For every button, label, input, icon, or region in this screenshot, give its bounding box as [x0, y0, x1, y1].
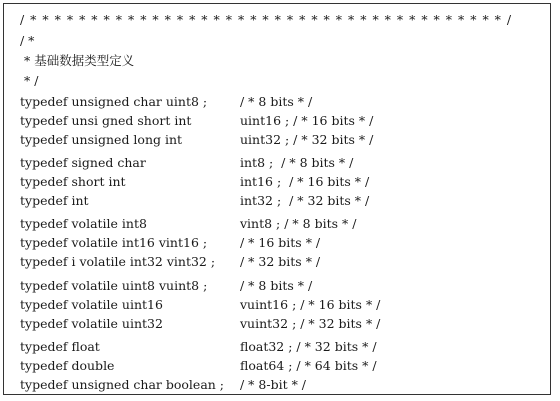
- comment-text: * 基础数据类型定义: [20, 53, 135, 68]
- typedef-decl: typedef volatile uint16: [20, 297, 163, 312]
- code-line: [20, 377, 307, 392]
- code-line: [20, 278, 313, 293]
- typedef-comment: float32 ; / * 32 bits * /: [240, 339, 377, 354]
- typedef-decl: typedef unsigned long int: [20, 132, 183, 147]
- typedef-comment: int32 ; / * 32 bits * /: [240, 193, 370, 208]
- typedef-comment: / * 32 bits * /: [240, 254, 321, 269]
- typedef-comment: float64 ; / * 64 bits * /: [240, 358, 377, 373]
- typedef-decl: typedef float: [20, 339, 100, 354]
- code-line: [20, 216, 357, 231]
- code-line: [20, 113, 374, 128]
- code-line: [20, 254, 321, 269]
- typedef-decl: typedef short int: [20, 174, 126, 189]
- typedef-decl: typedef signed char: [20, 155, 146, 170]
- typedef-comment: / * 16 bits * /: [240, 235, 321, 250]
- code-line: [20, 235, 321, 250]
- code-line: [20, 339, 377, 354]
- code-line: [20, 155, 354, 170]
- typedef-decl: typedef volatile int16 vint16 ;: [20, 235, 208, 250]
- typedef-decl: typedef unsi gned short int: [20, 113, 192, 128]
- typedef-decl: typedef volatile uint8 vuint8 ;: [20, 278, 208, 293]
- typedef-comment: vuint16 ; / * 16 bits * /: [240, 297, 381, 312]
- code-line: [20, 132, 374, 147]
- code-listing-frame: [3, 3, 551, 395]
- code-line: [20, 316, 381, 331]
- code-line: [20, 94, 313, 109]
- typedef-decl: typedef double: [20, 358, 115, 373]
- typedef-decl: typedef int: [20, 193, 89, 208]
- code-line: [20, 193, 370, 208]
- typedef-comment: int8 ; / * 8 bits * /: [240, 155, 354, 170]
- comment-close: * /: [20, 73, 39, 88]
- typedef-comment: / * 8 bits * /: [240, 278, 313, 293]
- typedef-decl: typedef unsigned char uint8 ;: [20, 94, 208, 109]
- typedef-decl: typedef i volatile int32 vint32 ;: [20, 254, 216, 269]
- typedef-comment: uint32 ; / * 32 bits * /: [240, 132, 374, 147]
- code-line: [20, 174, 370, 189]
- code-line: [20, 297, 381, 312]
- typedef-comment: vuint32 ; / * 32 bits * /: [240, 316, 381, 331]
- typedef-comment: int16 ; / * 16 bits * /: [240, 174, 370, 189]
- code-line: [20, 358, 377, 373]
- typedef-comment: vint8 ; / * 8 bits * /: [240, 216, 357, 231]
- comment-banner: / * * * * * * * * * * * * * * * * * * * * * * * * * * * * * * * * * * * * * * * /: [20, 12, 513, 27]
- typedef-decl: typedef volatile int8: [20, 216, 147, 231]
- typedef-comment: uint16 ; / * 16 bits * /: [240, 113, 374, 128]
- comment-open: / *: [20, 33, 35, 48]
- typedef-decl: typedef volatile uint32: [20, 316, 163, 331]
- typedef-comment: / * 8 bits * /: [240, 94, 313, 109]
- typedef-comment: / * 8-bit * /: [240, 377, 307, 392]
- typedef-decl: typedef unsigned char boolean ;: [20, 377, 225, 392]
